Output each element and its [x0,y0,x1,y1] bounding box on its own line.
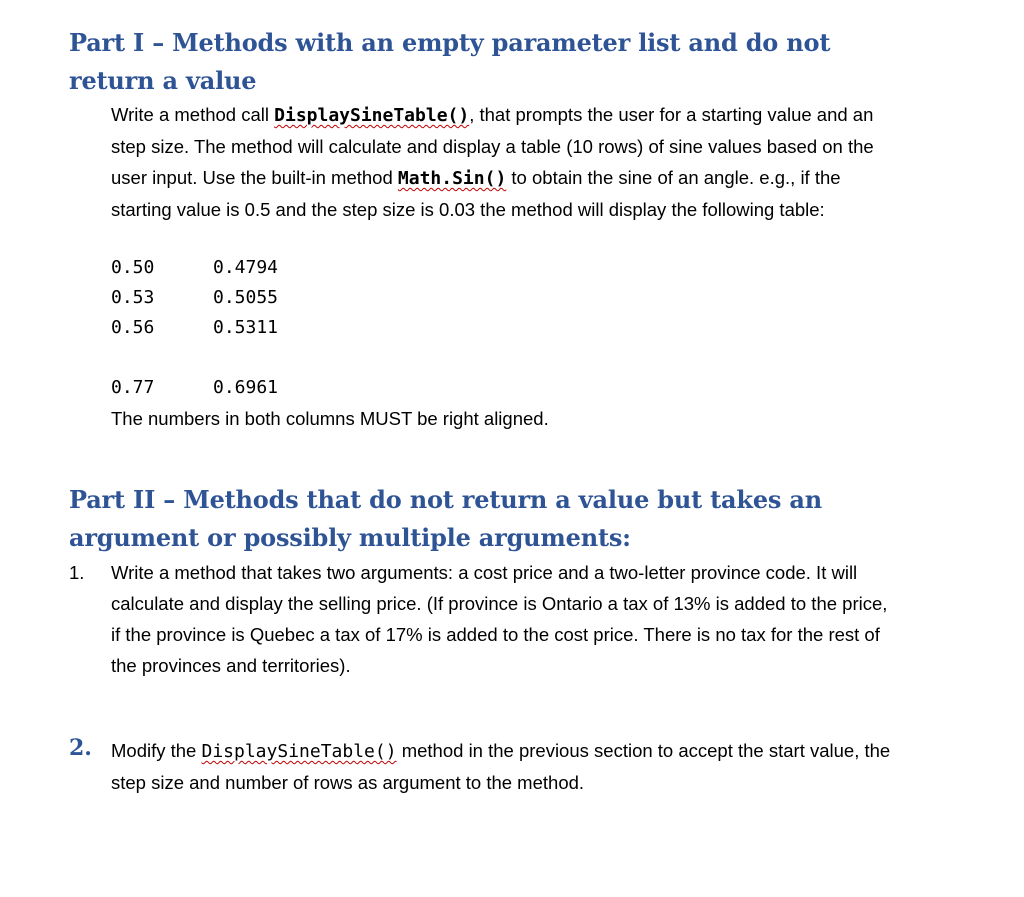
table-cell-x: 0.56 [111,317,155,338]
method-name-display-sine-table: DisplaySineTable() [274,105,470,126]
part1-text-before-method: Write a method call [111,104,275,125]
table-cell-sin: 0.4794 [213,257,279,278]
builtin-method-math-sin: Math.Sin() [397,168,507,189]
part1-description [111,99,891,225]
table-cell-sin: 0.5055 [213,287,279,308]
list-item-number-1: 1. [69,562,85,583]
part2-heading-line2: argument or possibly multiple arguments: [69,523,631,552]
table-cell-x: 0.77 [111,377,155,398]
table-cell-sin: 0.5311 [213,317,279,338]
part1-heading-line2: return a value [69,66,257,95]
part1-heading-line1: Part I – Methods with an empty parameter list and do not [69,28,831,57]
part2-heading-line1: Part II – Methods that do not return a value but takes an [69,485,822,514]
part1-text-after-method: , that prompts the user for a starting value and an step size. The method will calculate and display a table (10 rows) of sine values based on the user input. Use the built-in method [111,104,874,188]
part1-heading [69,24,830,100]
item2-text-after: method in the previous section to accept the start value, the step size and number of rows as argument to the method. [111,740,891,793]
table-cell-x: 0.50 [111,257,155,278]
part2-heading [69,481,822,557]
table-cell-sin: 0.6961 [213,377,279,398]
item2-method-name: DisplaySineTable() [201,741,397,762]
item2-text-before: Modify the [111,740,202,761]
part1-text-after-builtin: to obtain the sine of an angle. e.g., if the starting value is 0.5 and the step size is 0.03 the method will display the following table: [111,167,841,220]
list-item-2-text [111,735,891,798]
list-item-number-2: 2. [69,735,92,761]
table-cell-x: 0.53 [111,287,155,308]
alignment-note: The numbers in both columns MUST be right aligned. [111,408,549,429]
list-item-1-text: Write a method that takes two arguments: a cost price and a two-letter province code. It will calculate and display the selling price. (If province is Ontario a tax of 13% is added to the price, if the province is Quebec a tax of 17% is added to the cost price. There is no tax for the rest of the provinces and territories). [111,562,888,676]
